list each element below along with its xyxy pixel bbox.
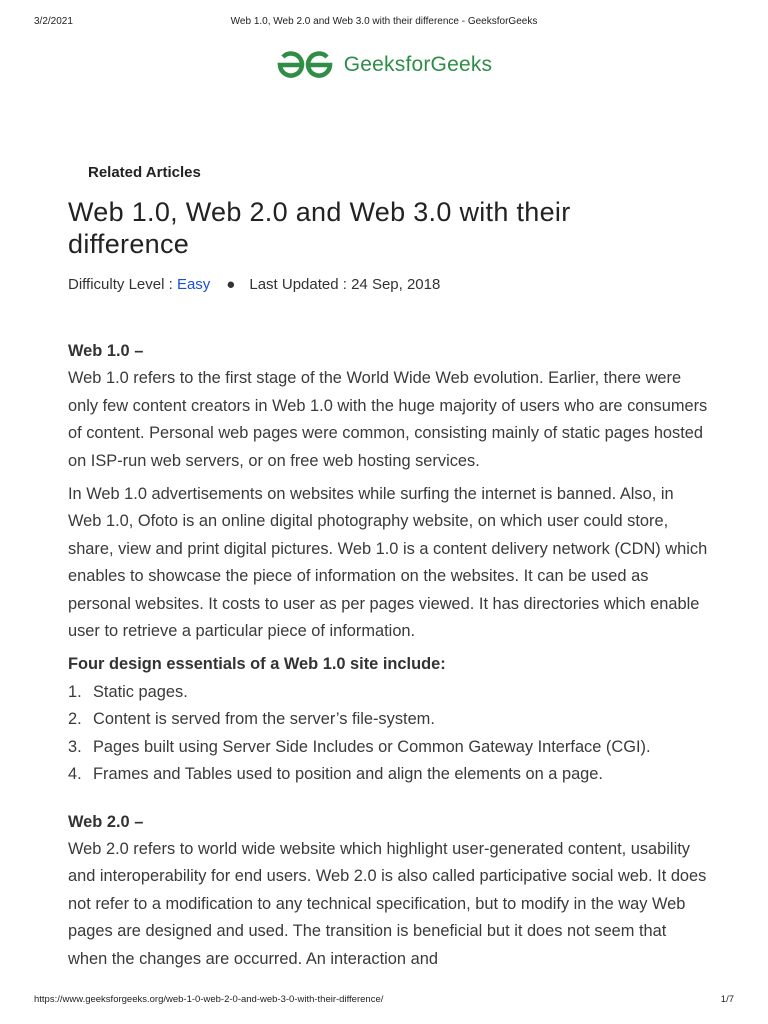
article-meta [68, 276, 440, 293]
page-number: 1/7 [720, 994, 734, 1005]
print-header [34, 16, 734, 30]
web1-heading: Web 1.0 – [68, 342, 144, 360]
web1-paragraph-2: In Web 1.0 advertisements on websites while surfing the internet is banned. Also, in Web 1.0, Ofoto is an online digital photography website, on which user could store, share, view and print digital pictures. Web 1.0 is a content delivery network (CDN) which enables to showcase the piece of information on the websites. It can be used as personal websites. It costs to user as per pages viewed. It has directories which enable user to retrieve a particular piece of information. [68, 485, 708, 641]
list-item: 3. Pages built using Server Side Includes or Common Gateway Interface (CGI). [68, 737, 651, 756]
difficulty-link[interactable]: Easy [176, 276, 211, 293]
print-date: 3/2/2021 [34, 16, 73, 27]
list-item: 1. Static pages. [68, 682, 188, 701]
bullet-icon: ● [226, 276, 236, 293]
print-page-title: Web 1.0, Web 2.0 and Web 3.0 with their difference - GeeksforGeeks [230, 16, 538, 27]
web1-paragraph-1: Web 1.0 refers to the first stage of the World Wide Web evolution. Earlier, there were only few content creators in Web 1.0 with the huge majority of users who are consumers of content. Personal web pages were common, consisting mainly of static pages hosted on ISP-run web servers, or on free web hosting services. [68, 369, 708, 470]
related-articles-link[interactable]: Related Articles [88, 164, 201, 181]
article-title: Web 1.0, Web 2.0 and Web 3.0 with their difference [68, 197, 571, 259]
logo-text: GeeksforGeeks [343, 53, 493, 76]
list-item: 4. Frames and Tables used to position and align the elements on a page. [68, 765, 603, 784]
web2-paragraph-1: Web 2.0 refers to world wide website which highlight user-generated content, usability and interoperability for end users. Web 2.0 is also called participative social web. It does not refer to a modification to any technical specification, but to modify in the way Web pages are designed and used. The transition is beneficial but it does not seem that when the changes are occurred. An interaction and [68, 839, 707, 968]
article-body [68, 338, 708, 979]
difficulty-label: Difficulty Level : [68, 276, 177, 293]
list-item: 2. Content is served from the server’s file-system. [68, 710, 435, 729]
web2-heading: Web 2.0 – [68, 812, 144, 831]
print-footer [34, 994, 734, 1008]
last-updated: Last Updated : 24 Sep, 2018 [249, 276, 441, 293]
essentials-list [68, 679, 708, 789]
essentials-heading: Four design essentials of a Web 1.0 site include: [68, 655, 446, 674]
geeksforgeeks-logo-icon [276, 50, 334, 80]
print-url: https://www.geeksforgeeks.org/web-1-0-web-2-0-and-web-3-0-with-their-difference/ [34, 994, 384, 1005]
site-logo[interactable] [0, 50, 768, 80]
